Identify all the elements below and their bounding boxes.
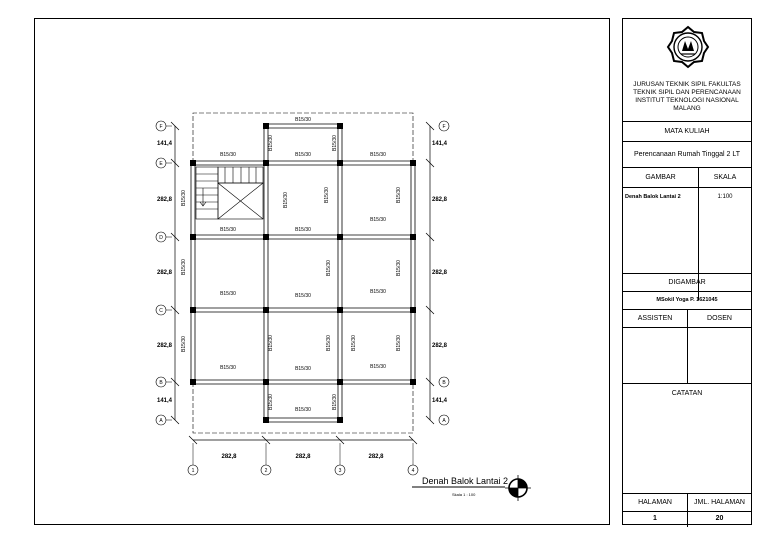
grid-bubble-left (156, 158, 166, 168)
dimension-value: 282,8 (432, 343, 448, 349)
dimension-value: 282,8 (432, 270, 448, 276)
dimension-lines (171, 122, 434, 444)
grid-bubble-label: D (159, 235, 163, 241)
row-gambar-skala (623, 167, 751, 187)
beam-label: B15/30 (268, 394, 274, 410)
row-mata-kuliah-value (623, 141, 751, 167)
beam-label: B15/30 (326, 335, 332, 351)
dimension-value: 141,4 (432, 141, 448, 147)
grid-bubble-left (156, 232, 166, 242)
grid-bubble-label: A (159, 418, 163, 424)
column (263, 417, 269, 423)
grid-bubble-label: 4 (411, 468, 415, 474)
dimension-value: 282,8 (295, 454, 311, 460)
row-assisten-dosen (623, 309, 751, 327)
row-catatan (623, 383, 751, 403)
beam-label: B15/30 (181, 259, 187, 275)
column (337, 160, 343, 166)
beam-label: B15/30 (326, 260, 332, 276)
staircase (196, 167, 263, 219)
dimension-value: 282,8 (368, 454, 384, 460)
grid-bubble-label: F (159, 124, 163, 130)
beams (191, 124, 415, 422)
beam-label: B15/30 (332, 135, 338, 151)
grid-bubble-right (439, 377, 449, 387)
north-arrow-icon (505, 475, 531, 501)
plan-caption (412, 475, 531, 501)
beam-label: B15/30 (396, 260, 402, 276)
beam-label: B15/30 (268, 335, 274, 351)
dimension-value: 282,8 (221, 454, 237, 460)
column (263, 234, 269, 240)
beam-label: B15/30 (370, 289, 386, 295)
column (410, 379, 416, 385)
jml-halaman-value: 20 (715, 515, 724, 522)
row-mata-kuliah-label (623, 121, 751, 141)
row-halaman-value (623, 511, 751, 525)
grid-bubble-label: A (442, 418, 446, 424)
halaman-value: 1 (653, 515, 657, 522)
column (337, 234, 343, 240)
beam-label: B15/30 (220, 227, 236, 233)
column (190, 234, 196, 240)
plan-title: Denah Balok Lantai 2 (422, 476, 509, 486)
column (337, 307, 343, 313)
grid-bubble-label: 1 (191, 468, 195, 474)
institution-line-1: JURUSAN TEKNIK SIPIL FAKULTAS (633, 81, 741, 88)
beam-label: B15/30 (295, 152, 311, 158)
beam-label: B15/30 (396, 187, 402, 203)
column (263, 123, 269, 129)
institution-line-3: INSTITUT TEKNOLOGI NASIONAL (635, 97, 739, 104)
dosen-label: DOSEN (707, 315, 732, 322)
digambar-value: MSokil Yoga P. 1621045 (656, 297, 718, 303)
column (337, 123, 343, 129)
dimension-value: 141,4 (156, 141, 172, 147)
grid-bubble-bottom (335, 465, 345, 475)
beam-label: B15/30 (283, 192, 289, 208)
beam-label: B15/30 (220, 152, 236, 158)
beam-label: B15/30 (268, 135, 274, 151)
beam-label: B15/30 (220, 291, 236, 297)
column (263, 379, 269, 385)
columns (190, 123, 416, 423)
beam-label: B15/30 (332, 394, 338, 410)
grid-bubble-label: E (159, 161, 163, 167)
column (190, 379, 196, 385)
column (410, 160, 416, 166)
grid-bubble-bottom (408, 465, 418, 475)
beam-label: B15/30 (295, 407, 311, 413)
institution-line-2: TEKNIK SIPIL DAN PERENCANAAN (633, 89, 741, 96)
grid-bubble-bottom (188, 465, 198, 475)
halaman-label: HALAMAN (638, 499, 672, 506)
grid-bubble-left (156, 377, 166, 387)
plan-scale: Skala 1 : 100 (452, 492, 476, 497)
beam-label: B15/30 (220, 365, 236, 371)
grid-bubble-bottom (261, 465, 271, 475)
row-halaman (623, 493, 751, 511)
gambar-label: GAMBAR (645, 174, 676, 181)
title-block (622, 18, 752, 525)
column (190, 307, 196, 313)
grid-bubble-label: B (442, 380, 446, 386)
dimension-value: 141,4 (156, 398, 172, 404)
grid-bubble-left (156, 415, 166, 425)
grid-bubble-right (439, 415, 449, 425)
beam-label: B15/30 (370, 152, 386, 158)
beam-label: B15/30 (295, 366, 311, 372)
grid-bubble-left (156, 121, 166, 131)
grid-bubble-label: 2 (264, 468, 268, 474)
gambar-value: Denah Balok Lantai 2 (625, 194, 681, 200)
skala-label: SKALA (713, 174, 737, 181)
beam-label: B15/30 (370, 217, 386, 223)
grid-bubble-label: F (442, 124, 446, 130)
beam-label: B15/30 (295, 117, 311, 123)
beam-label: B15/30 (351, 335, 357, 351)
column (190, 160, 196, 166)
mata-kuliah-label: MATA KULIAH (664, 128, 710, 135)
row-digambar (623, 273, 751, 291)
beam-label: B15/30 (295, 293, 311, 299)
column (410, 307, 416, 313)
digambar-label: DIGAMBAR (668, 279, 706, 286)
dimension-value: 282,8 (156, 197, 172, 203)
column (410, 234, 416, 240)
dimension-value: 282,8 (156, 270, 172, 276)
institution-line-4: MALANG (673, 105, 701, 112)
jml-halaman-label: JML. HALAMAN (694, 499, 745, 506)
dimension-value: 141,4 (432, 398, 448, 404)
beam-label: B15/30 (181, 190, 187, 206)
beam-label: B15/30 (370, 364, 386, 370)
beam-label: B15/30 (324, 187, 330, 203)
assisten-label: ASSISTEN (637, 315, 673, 322)
skala-value: 1:100 (717, 194, 733, 200)
row-sign (623, 327, 751, 383)
grid-bubble-right (439, 121, 449, 131)
column (337, 379, 343, 385)
dimension-value: 282,8 (156, 343, 172, 349)
grid-bubble-left (156, 305, 166, 315)
dimension-value: 282,8 (432, 197, 448, 203)
university-seal-icon (666, 25, 710, 69)
beam-label: B15/30 (295, 227, 311, 233)
catatan-label: CATATAN (671, 390, 703, 397)
grid-bubble-label: C (159, 308, 163, 314)
column (263, 307, 269, 313)
grid-bubble-label: B (159, 380, 163, 386)
beam-label: B15/30 (181, 336, 187, 352)
row-digambar-value (623, 291, 751, 309)
column (337, 417, 343, 423)
beam-label: B15/30 (396, 335, 402, 351)
column (263, 160, 269, 166)
mata-kuliah-value: Perencanaan Rumah Tinggal 2 LT (633, 151, 741, 158)
row-catatan-body (623, 403, 751, 493)
grid-bubble-label: 3 (338, 468, 342, 474)
